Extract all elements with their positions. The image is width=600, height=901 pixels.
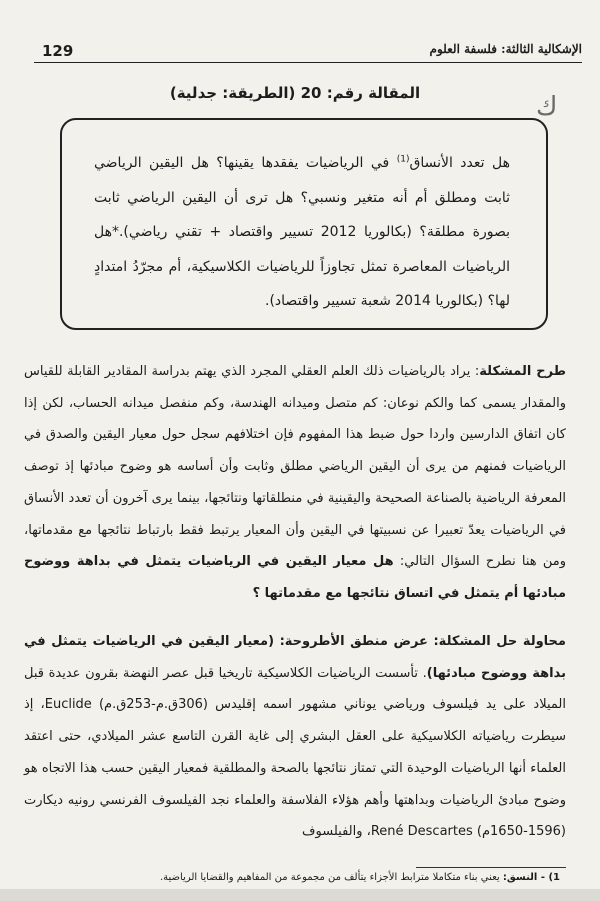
page-bottom-shadow (0, 889, 600, 901)
page-number: 129 (42, 42, 74, 60)
article-title: المقالة رقم: 20 (الطريقة: جدلية) (169, 84, 421, 102)
problem-question: هل معيار اليقين في الرياضيات يتمثل في بداهة ووضوح مبادئها أم يتمثل في اتساق نتائجها مع مقدماتها ؟ (24, 554, 566, 601)
running-head: الإشكالية الثالثة: فلسفة العلوم (429, 42, 582, 56)
problem-statement-text: : يراد بالرياضيات ذلك العلم العقلي المجرد الذي يهتم بدراسة المقادير القابلة للقياس والمقدار يسمى كما والكم نوعان: كم متصل وميدانه الهندسة، وكم منفصل ميدانه الحساب، لكن إذا كان اتفاق الدارسين واردا حول ضبط هذا المفهوم فإن اختلافهم سجل حول معيار اليقين والصدق في الرياضيات فمنهم من يرى أن اليقين الرياضي مطلق وثابت وأن أساسه هو وضوح مبادئها إذ توصف المعرفة الرياضية بالصناعة الصحيحة واليقينية في منطلقاتها ونتائجها، بينما يرى آخرون أن تعدد الأنساق في الرياضيات يعدّ تعبيرا عن نسبيتها في اليقين وأن المعيار يرتبط فقط بارتباط نتائجها مع مقدماتها، ومن هنا نطرح السؤال التالي: (24, 364, 566, 570)
footnote (80, 872, 560, 883)
question-text-start: هل تعدد الأنساق (409, 155, 510, 171)
footnote-rule (416, 867, 566, 868)
problem-statement-label: طرح المشكلة (479, 364, 566, 379)
attempt-label: محاولة حل المشكلة: عرض منطق الأطروحة (284, 634, 566, 649)
attempt-thesis: : (معيار اليقين في الرياضيات يتمثل في بداهة ووضوح مبادئها) (24, 634, 566, 681)
attempt-text: . تأسست الرياضيات الكلاسيكية تاريخيا قبل عصر النهضة بقرون عديدة قبل الميلاد على يد فيلسوف ورياضي يوناني مشهور اسمه إقليدس (306ق.م-253ق.م) Euclide، إذ سيطرت رياضياته الكلاسيكية على العقل البشري إلى غاية القرن التاسع عشر الميلادي، حتى اعتقد العلماء أنها الرياضيات الوحيدة التي تمتاز نتائجها بالصحة والمطلقية فمعيار اليقين حسب هذا الاتجاه هو وضوح مبادئ الرياضيات وبداهتها وأهم هؤلاء الفلاسفة والعلماء نجد الفيلسوف الفرنسي رونيه ديكارت (1596-1650م) René Descartes، والفيلسوف (24, 665, 566, 840)
footnote-term: 1) - النسق: (502, 872, 560, 883)
page-header (24, 34, 582, 64)
header-rule (34, 62, 582, 63)
footnote-text: يعني بناء متكاملا مترابط الأجزاء يتألف من مجموعة من المفاهيم والقضايا الرياضية. (159, 872, 503, 883)
question-text-rest: في الرياضيات يفقدها يقينها؟ هل اليقين الرياضي ثابت ومطلق أم أنه متغير ونسبي؟ هل ترى أن اليقين الرياضي ثابت بصورة مطلقة؟ (بكالوريا 2012 تسيير واقتصاد + تقني رياضي).*هل الرياضيات المعاصرة تمثل تجاوزاً للرياضيات الكلاسيكية، أم مجرّدُ امتدادٍ لها؟ (بكالوريا 2014 شعبة تسيير واقتصاد). (94, 155, 510, 309)
question-box (60, 118, 548, 330)
handwritten-mark: ك (536, 92, 558, 122)
attempt-paragraph (24, 626, 566, 848)
problem-statement-paragraph (24, 356, 566, 610)
footnote-reference: (1) (396, 154, 410, 165)
